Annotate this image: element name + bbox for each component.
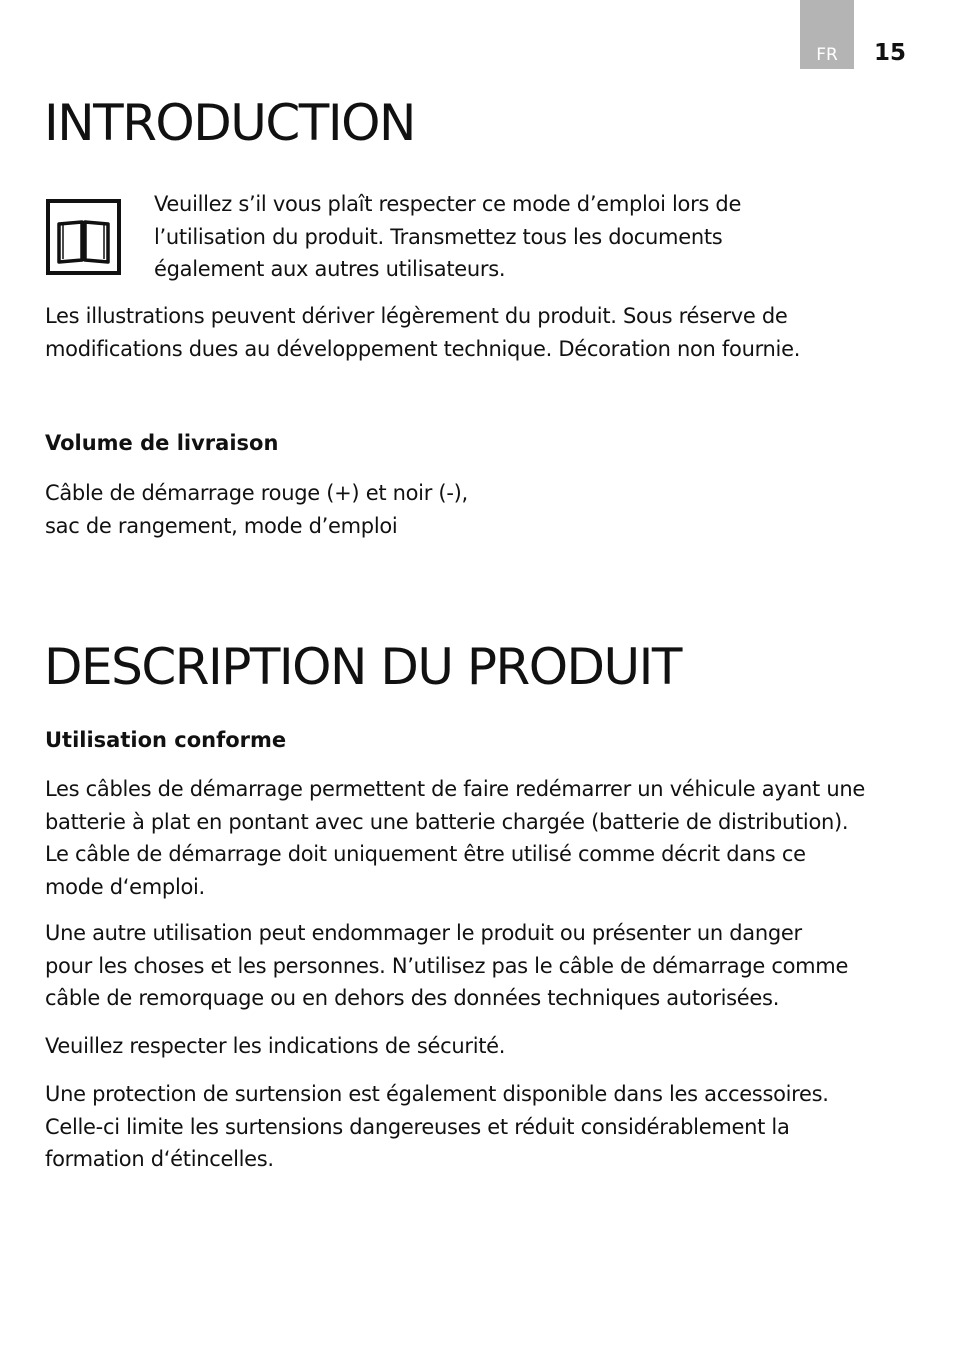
disclaimer-line: Les illustrations peuvent dériver légèrement du produit. Sous réserve de <box>45 304 788 328</box>
introduction-title: INTRODUCTION <box>44 94 415 152</box>
usage-notice-line: également aux autres utilisateurs. <box>154 257 506 281</box>
paragraph-line: Les câbles de démarrage permettent de faire redémarrer un véhicule ayant une <box>45 777 865 801</box>
paragraph-line: Une protection de surtension est également disponible dans les accessoires. <box>45 1082 829 1106</box>
usage-notice-line: l’utilisation du produit. Transmettez tous les documents <box>154 224 723 249</box>
paragraph-line: pour les choses et les personnes. N’utilisez pas le câble de démarrage comme <box>45 953 849 978</box>
delivery-line: sac de rangement, mode d’emploi <box>45 513 398 538</box>
paragraph-line: Celle-ci limite les surtensions dangereuses et réduit considérablement la <box>45 1114 790 1139</box>
intended-use-heading: Utilisation conforme <box>45 728 287 752</box>
intended-use-paragraph-4 <box>45 1078 915 1176</box>
delivery-heading: Volume de livraison <box>45 431 279 455</box>
usage-notice <box>154 188 854 286</box>
disclaimer-line: modifications dues au développement technique. Décoration non fournie. <box>45 336 801 361</box>
paragraph-line: Veuillez respecter les indications de sécurité. <box>45 1034 506 1058</box>
intended-use-paragraph-2 <box>45 917 915 1015</box>
delivery-contents <box>45 477 915 542</box>
delivery-line: Câble de démarrage rouge (+) et noir (-), <box>45 481 468 505</box>
paragraph-line: câble de remorquage ou en dehors des données techniques autorisées. <box>45 986 780 1010</box>
language-label: FR <box>816 45 838 65</box>
intended-use-paragraph-3 <box>45 1030 915 1063</box>
intended-use-paragraph-1 <box>45 773 915 903</box>
language-tab <box>800 0 854 69</box>
paragraph-line: formation d‘étincelles. <box>45 1147 274 1171</box>
paragraph-line: mode d‘emploi. <box>45 874 205 899</box>
product-description-title: DESCRIPTION DU PRODUIT <box>44 638 681 696</box>
usage-notice-line: Veuillez s’il vous plaît respecter ce mode d’emploi lors de <box>154 192 742 216</box>
paragraph-line: batterie à plat en pontant avec une batterie chargée (batterie de distribution). <box>45 809 849 834</box>
paragraph-line: Une autre utilisation peut endommager le produit ou présenter un danger <box>45 921 802 945</box>
paragraph-line: Le câble de démarrage doit uniquement être utilisé comme décrit dans ce <box>45 842 806 866</box>
page-number: 15 <box>874 40 907 66</box>
book-icon <box>46 199 121 275</box>
illustration-disclaimer <box>45 300 915 365</box>
